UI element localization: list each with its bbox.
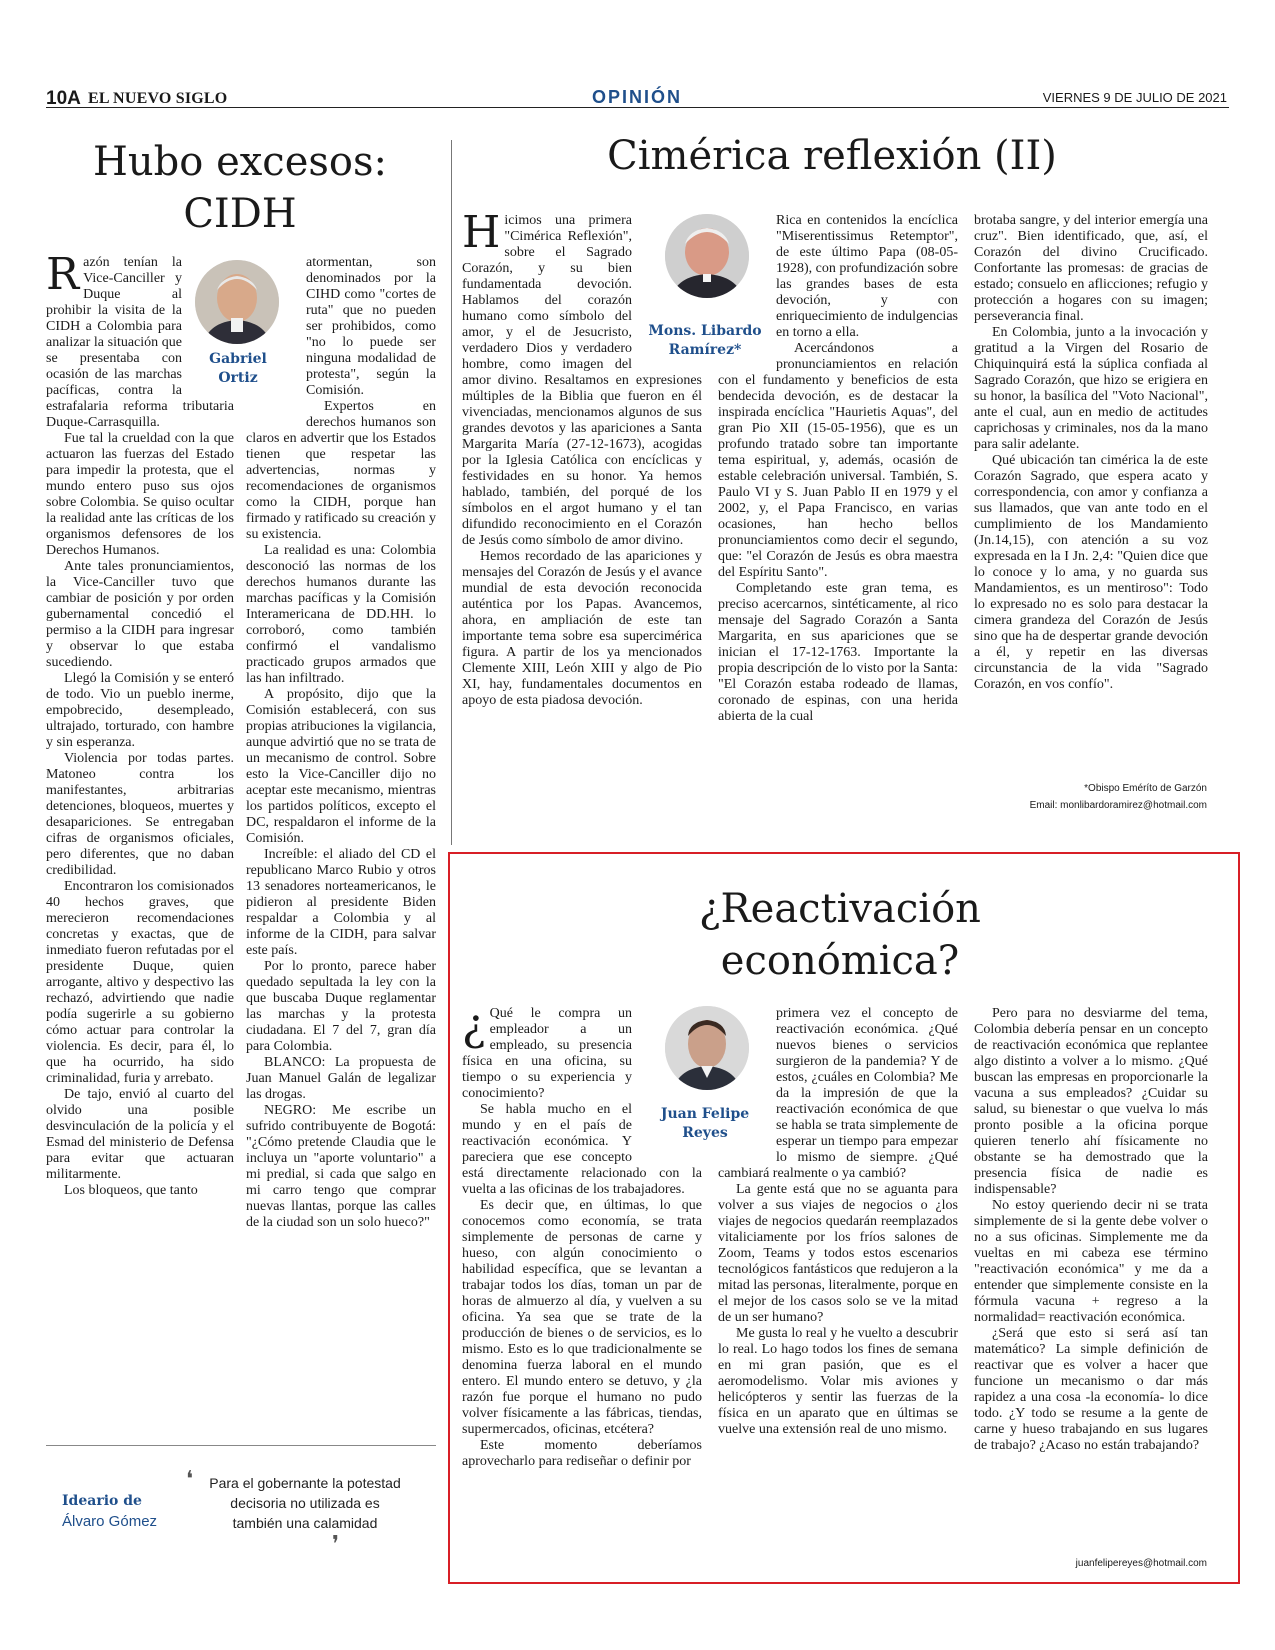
paragraph: azón tenían la Vice-Canciller y Duque al prohibir la visita de la CIDH a Colombia para analizar la situación que se presentaba con ocasión de las marchas pacíficas, contra la estrafalaria reforma tributaria Duque-Carrasquilla.: [46, 255, 234, 430]
paragraph: BLANCO: La propuesta de Juan Manuel Galán de legalizar las drogas.: [246, 1055, 436, 1102]
paragraph: Encontraron los comisionados 40 hechos graves, que merecieron recomendaciones concretas y exactas, que de inmediato fueron refutadas por el presidente Duque, quien arrogante, altivo y despectivo las rechazó, advirtiendo que nadie podía sugerirle a su gobierno cómo actuar para controlar la violencia. Es decir, para él, lo que ha ocurrido, ha sido criminalidad, furia y arrebato.: [46, 879, 234, 1086]
open-quote-icon: ❛: [186, 1467, 194, 1492]
article2-column1: [462, 207, 702, 709]
paragraph: Fue tal la crueldad con la que actuaron las fuerzas del Estado para impedir la protesta, que el mundo entero puso sus ojos sobre Colombia. Se quiso ocultar la realidad ante las críticas de los organismos defensores de los Derechos Humanos.: [46, 431, 234, 558]
paragraph: Los bloqueos, que tanto: [64, 1183, 198, 1198]
paragraph: Llegó la Comisión y se enteró de todo. Vio un pueblo inerme, empobrecido, desempleado, ultrajado, torturado, con hambre y sin esperanza.: [46, 671, 234, 750]
paragraph: ¿Será que esto si será así tan matemático? La simple definición de reactivar que es volver a hacer que funcione un mecanismo o dar más rapidez a una cosa -la economía- lo dice todo. ¿Y todo se resume a la gente de carne y hueso trabajando en sus lugares de trabajo? ¿Acaso no están trabajando?: [974, 1326, 1208, 1453]
paragraph: Expertos en derechos humanos son claros en advertir que los Estados tienen que respetar las advertencias, normas y recomendaciones de organismos como la CIDH, porque han firmado y ratificado su creación y su existencia.: [246, 399, 436, 542]
author-email: juanfelipereyes@hotmail.com: [1075, 1558, 1207, 1569]
paragraph: Acercándonos a pronunciamientos en relación con el fundamento y beneficios de esta bendecida devoción, es de destacar la inspirada encíclica "Haurietis Aquas", del gran Pio XII (15-05-1956), que es un profundo tratado sobre tan importante tema espiritual, y, además, ocasión de estable celebración universal. También, S. Paulo VI y S. Juan Pablo II en 1979 y el 2002, y, el Papa Francisco, en varias ocasiones, han hecho bellos pronunciamientos como decir el segundo, que: "el Corazón de Jesús es obra maestra del Espíritu Santo".: [718, 341, 958, 580]
dropcap: R: [46, 249, 80, 300]
paragraph: Hemos recordado de las apariciones y mensajes del Corazón de Jesús y el avance mundial de esta devoción reconocida auténtica por los Papas. Avancemos, ahora, en ampliación de este tan importante tema sobre esa supercimérica figura. A partir de los ya mencionados Clemente XIII, León XIII y algo de Pio XI, hay, fundamentales documentos en apoyo de esta piadosa devoción.: [462, 549, 702, 708]
author-first-name: Mons. Libardo: [648, 323, 762, 339]
article1-title-line2: CIDH: [183, 191, 297, 237]
article3-column3: [974, 1006, 1208, 1454]
author-first-name: Juan Felipe: [660, 1106, 750, 1122]
page-number: 10A: [46, 88, 81, 109]
paragraph: brotaba sangre, y del interior emergía una cruz". Bien identificado, que, así, el Corazón del divino Crucificado. Confortante las promesas: de gracias de estado; consuelo en aflicciones; refugio y protección a hogares con su imagen; perseverancia final.: [974, 213, 1208, 324]
paragraph: A propósito, dijo que la Comisión establecerá, con sus propias atribuciones la vigilancia, aunque advirtió que no se trata de un mecanismo de control. Sobre esto la Vice-Canciller dijo no aceptar este mecanismo, mientras los partidos políticos, excepto el DC, respaldaron el informe de la Comisión.: [246, 687, 436, 846]
article3-column2: [718, 1006, 958, 1438]
paragraph: Se habla mucho en el mundo y en el país de reactivación económica. Y pareciera que ese concepto está directamente relacionado con la vuelta a las oficinas de los trabajadores.: [462, 1102, 702, 1197]
paragraph: La gente está que no se aguanta para volver a sus viajes de negocios o ¿los viajes de negocios quedarán reemplazados vitaliciamente por los fríos salones de Zoom, Teams y todos estos escenarios tecnológicos fantásticos que redujeron a la mitad las personas, literalmente, porque en el mejor de los casos solo se ve la mitad de un ser humano?: [718, 1182, 958, 1325]
dropcap: H: [462, 207, 501, 258]
paragraph: Es decir que, en últimas, lo que conocemos como economía, se trata simplemente de personas de carne y hueso, con algún conocimiento o habilidad específica, que se levantan a trabajar todos los días, toman un par de horas de almuerzo al día, y vuelven a su oficina. Ya sea que se trate de la producción de bienes o de servicios, es lo mismo. Esto es lo que tradicionalmente se denomina fuerza laboral en el mundo entero. El mundo entero se detuvo, y ¿la razón fue porque el humano no pudo volver físicamente a las fábricas, tiendas, supermercados, oficinas, etcétera?: [462, 1198, 702, 1437]
paragraph: Rica en contenidos la encíclica "Miserentissimus Retemptor", de este último Papa (08-05-1928), con profundización sobre las grandes bases de esta devoción, y con enriquecimiento de indulgencias en torno a ella.: [776, 213, 958, 340]
article3-title-line1: ¿Reactivación: [699, 886, 981, 932]
paragraph: icimos una primera "Cimérica Reflexión", sobre el Sagrado Corazón, y su bien fundamentada devoción. Hablamos del corazón humano como símbolo del amor, y el de Jesucristo, verdadero Dios y verdadero hombre, como imagen del amor divino. Resaltamos en expresiones múltiples de la Biblia que fueron en él vivenciadas, mencionamos algunos de sus grandes devotos y las apariciones a Santa Margarita María (27-12-1673), acogidas por la Iglesia Católica con encíclicas y festividades en su honor. Ya hemos hablado, también, del porqué de los símbolos en el argot humano y el tan difundido reconocimiento en el Corazón de Jesús como símbolo de amor divino.: [462, 213, 702, 548]
paragraph: Qué le compra un empleador a un empleado, su presencia física en una oficina, su tiempo o su experiencia y conocimiento?: [462, 1006, 632, 1101]
author-last-name: Ortiz: [218, 370, 258, 386]
article3-title: [520, 883, 1160, 987]
ideario-quote: Para el gobernante la potestad decisoria no utilizada es también una calamidad: [209, 1475, 401, 1531]
column-divider: [451, 140, 452, 845]
close-quote-icon: ❜: [332, 1532, 340, 1557]
paragraph: La realidad es una: Colombia desconoció las normas de los derechos humanos durante las marchas pacíficas y la Comisión Interamericana de DD.HH. lo corroboró, como también confirmó el vandalismo practicado grupos armados que las han infiltrado.: [246, 543, 436, 686]
section-title: OPINIÓN: [592, 87, 683, 107]
paragraph: Me gusta lo real y he vuelto a descubrir lo real. Lo hago todos los fines de semana en mi gran pasión, que es el aeromodelismo. Volar mis aviones y helicópteros y sentir las fuerzas de la física en un aparato que en últimas se vuelve una extensión real de uno mismo.: [718, 1326, 958, 1437]
paragraph: Este momento deberíamos aprovecharlo para rediseñar o definir por: [462, 1438, 702, 1469]
article1-column1: [46, 249, 234, 1445]
author-footnote: *Obispo Eméríto de Garzón: [1084, 783, 1207, 794]
paragraph: En Colombia, junto a la invocación y gratitud a la Virgen del Rosario de Chiquinquirá está la súplica confiada al Sagrado Corazón, que hizo se erigiera en su honor, la basílica del "Voto Nacional", ante el cual, aun en medio de actitudes caprichosas y criminales, nos da la mano para salir adelante.: [974, 325, 1208, 452]
paragraph: De tajo, envió al cuarto del olvido una posible desvinculación de la policía y el Esmad del ministerio de Defensa para evitar que actuaran militarmente.: [46, 1087, 234, 1182]
article2-title: Cimérica reflexión (II): [607, 133, 1057, 179]
article1-title-line1: Hubo excesos:: [93, 139, 387, 185]
ideario-label: Ideario de: [62, 1493, 142, 1509]
paragraph: NEGRO: Me escribe un sufrido contribuyente de Bogotá: "¿Cómo pretende Claudia que le incluya un "aporte voluntario" a mi predial, si cada que salgo en mi carro tengo que comprar nuevas llantas, porque las calles de la ciudad son un solo hueco?": [246, 1103, 436, 1230]
ideario-rule: [46, 1445, 436, 1446]
dropcap: ¿: [462, 1000, 486, 1051]
newspaper-name: EL NUEVO SIGLO: [88, 90, 228, 107]
paragraph: primera vez el concepto de reactivación económica. ¿Qué nuevos bienes o servicios surgieron de la pandemia? Y de estos, ¿cuáles en Colombia? Me da la impresión de que la reactivación económica de que se habla se trata simplemente de esperar un tiempo para empezar lo mismo de siempre. ¿Qué cambiará realmente o ya cambió?: [718, 1006, 958, 1181]
paragraph: Completando este gran tema, es preciso acercarnos, sintéticamente, al rico mensaje del Sagrado Corazón a Santa Margarita, en sus apariciones que se inician el 17-12-1763. Importante la propia descripción de lo visto por la Santa: "El Corazón estaba rodeado de llamas, coronado de espinas, con una herida abierta de la cual: [718, 581, 958, 724]
paragraph: atormentan, son denominados por la CIHD como "cortes de ruta" que no pueden ser prohibidos, como "no lo puede ser ninguna modalidad de protesta", según la Comisión.: [306, 255, 436, 398]
author-email: Email: monlibardoramirez@hotmail.com: [1029, 800, 1207, 811]
article3-title-line2: económica?: [720, 938, 960, 984]
article1-title: [50, 136, 430, 240]
author-last-name: Reyes: [682, 1125, 728, 1141]
paragraph: No estoy queriendo decir ni se trata simplemente de si la gente debe volver o no a sus oficinas. Simplemente me da vueltas en mi cabeza ese término "reactivación económica" y me da a entender que simplemente consiste en la fórmula vacuna + regreso a la normalidad= reactivación económica.: [974, 1198, 1208, 1325]
paragraph: Qué ubicación tan cimérica la de este Corazón Sagrado, que espera acato y correspondencia, con amor y confianza a sus llamados, que van ante todo en el cumplimiento de los Mandamiento (Jn.14,15), con atención a su voz expresada en la I Jn. 2,4: "Quien dice que lo conoce y lo ama, y no guarda sus Mandamientos, es un mentiroso": Todo lo expresado no es solo para destacar la cimera grandeza del Corazón de Jesús sino que ha de despertar grande devoción a él, y repetir en las diversas circunstancia de la vida "Sagrado Corazón, en vos confío".: [974, 453, 1208, 692]
article2-column3: [974, 213, 1208, 693]
paragraph: Violencia por todas partes. Matoneo contra los manifestantes, arbitrarias detenciones, bloqueos, muertes y desapariciones. Se entregaban cifras de organismos oficiales, pero diferentes, que no daban credibilidad.: [46, 751, 234, 878]
ideario-author: Álvaro Gómez: [62, 1513, 158, 1530]
author-last-name: Ramírez*: [668, 342, 742, 358]
article1-column2: [246, 255, 436, 1231]
header-rule: [46, 107, 1229, 108]
paragraph: Pero para no desviarme del tema, Colombia debería pensar en un concepto de reactivación económica que replantee algo distinto a volver a lo mismo. ¿Qué buscan las empresas en proporcionarle la vacuna a sus empleados? ¿Cuidar su salud, su bienestar o que vuelva lo más pronto posible a la oficina porque quieren tenerlo ahí físicamente no obstante se ha demostrado que la presencia física de nadie es indispensable?: [974, 1006, 1208, 1197]
author-first-name: Gabriel: [209, 351, 267, 367]
article3-column1: [462, 1000, 702, 1470]
paragraph: Por lo pronto, parece haber quedado sepultada la ley con la que buscaba Duque reglamentar las marchas y la protesta ciudadana. El 7 del 7, gran día para Colombia.: [246, 959, 436, 1054]
issue-date: VIERNES 9 DE JULIO DE 2021: [1042, 90, 1227, 105]
paragraph: Increíble: el aliado del CD el republicano Marco Rubio y otros 13 senadores norteamericanos, le pidieron al presidente Biden respaldar a Colombia y al informe de la CIDH, para salvar este país.: [246, 847, 436, 958]
article2-column2: [718, 213, 958, 725]
paragraph: Ante tales pronunciamientos, la Vice-Canciller tuvo que cambiar de posición y por orden gubernamental concedió el permiso a la CIDH para ingresar y observar lo que estaba sucediendo.: [46, 559, 234, 670]
